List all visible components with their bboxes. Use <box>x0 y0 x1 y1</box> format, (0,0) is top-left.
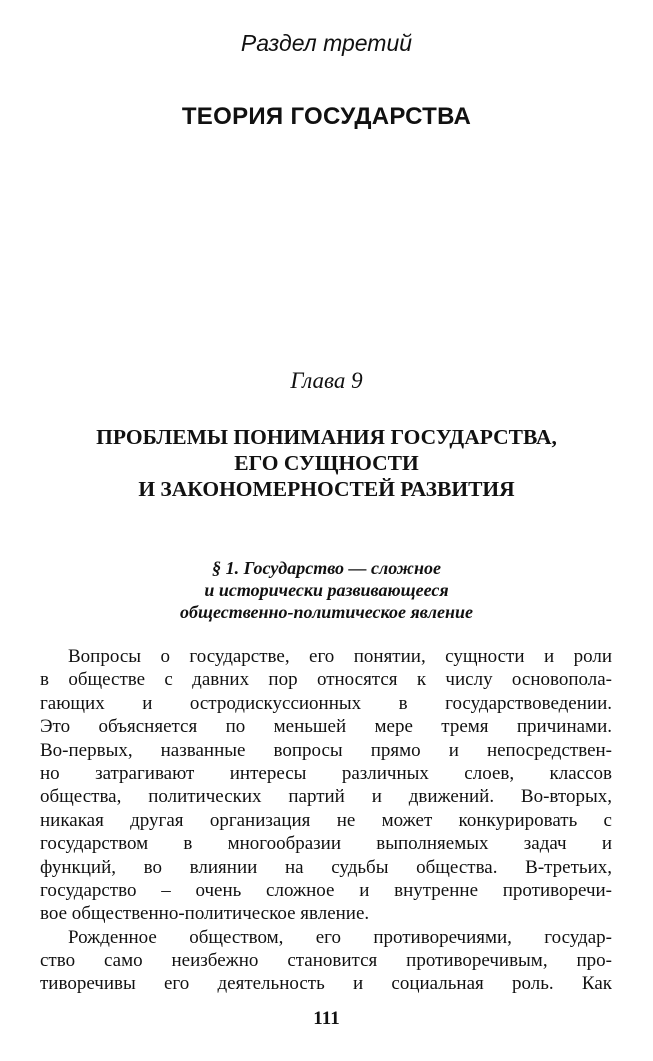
body-line: никакая другая организация не может конкурировать с <box>40 809 612 831</box>
page-number: 111 <box>313 1008 340 1029</box>
body-line: Вопросы о государстве, его понятии, сущности и роли <box>68 646 612 667</box>
chapter-title-line: ЕГО СУЩНОСТИ <box>234 451 419 475</box>
section-label: Раздел третий <box>240 30 413 56</box>
chapter-title-line: И ЗАКОНОМЕРНОСТЕЙ РАЗВИТИЯ <box>138 477 515 501</box>
body-line: Во-первых, названные вопросы прямо и непосредствен- <box>40 739 612 761</box>
section-title: ТЕОРИЯ ГОСУДАРСТВА <box>181 103 472 130</box>
body-text <box>40 645 612 996</box>
body-line: государство – очень сложное и внутренне противоречи- <box>40 879 612 901</box>
body-line: общества, политических партий и движений. Во-вторых, <box>40 786 612 808</box>
body-line: функций, во влиянии на судьбы общества. В-третьих, <box>40 856 612 878</box>
body-line: Рожденное обществом, его противоречиями, государ- <box>68 926 612 948</box>
paragraph-title-line: и исторически развивающееся <box>204 580 449 600</box>
body-line: государством в многообразии выполняемых задач и <box>40 833 612 855</box>
paragraph-title <box>0 557 653 623</box>
body-line: вое общественно-политическое явление. <box>40 903 370 925</box>
body-line: гающих и остродискуссионных в государствоведении. <box>40 692 612 714</box>
chapter-label: Глава 9 <box>290 368 363 393</box>
chapter-title-line: ПРОБЛЕМЫ ПОНИМАНИЯ ГОСУДАРСТВА, <box>96 425 557 449</box>
paragraph-title-line: общественно-политическое явление <box>180 602 473 622</box>
body-line: ство само неизбежно становится противоречивым, про- <box>40 950 612 972</box>
body-line: тиворечивы его деятельность и социальная роль. Как <box>40 973 612 995</box>
body-line: Это объясняется по меньшей мере тремя причинами. <box>40 716 612 738</box>
body-line: но затрагивают интересы различных слоев, классов <box>40 762 612 784</box>
body-line: в обществе с давних пор относятся к числу основопола- <box>40 669 612 691</box>
paragraph-title-line: § 1. Государство — сложное <box>212 558 441 578</box>
chapter-title <box>0 424 653 502</box>
